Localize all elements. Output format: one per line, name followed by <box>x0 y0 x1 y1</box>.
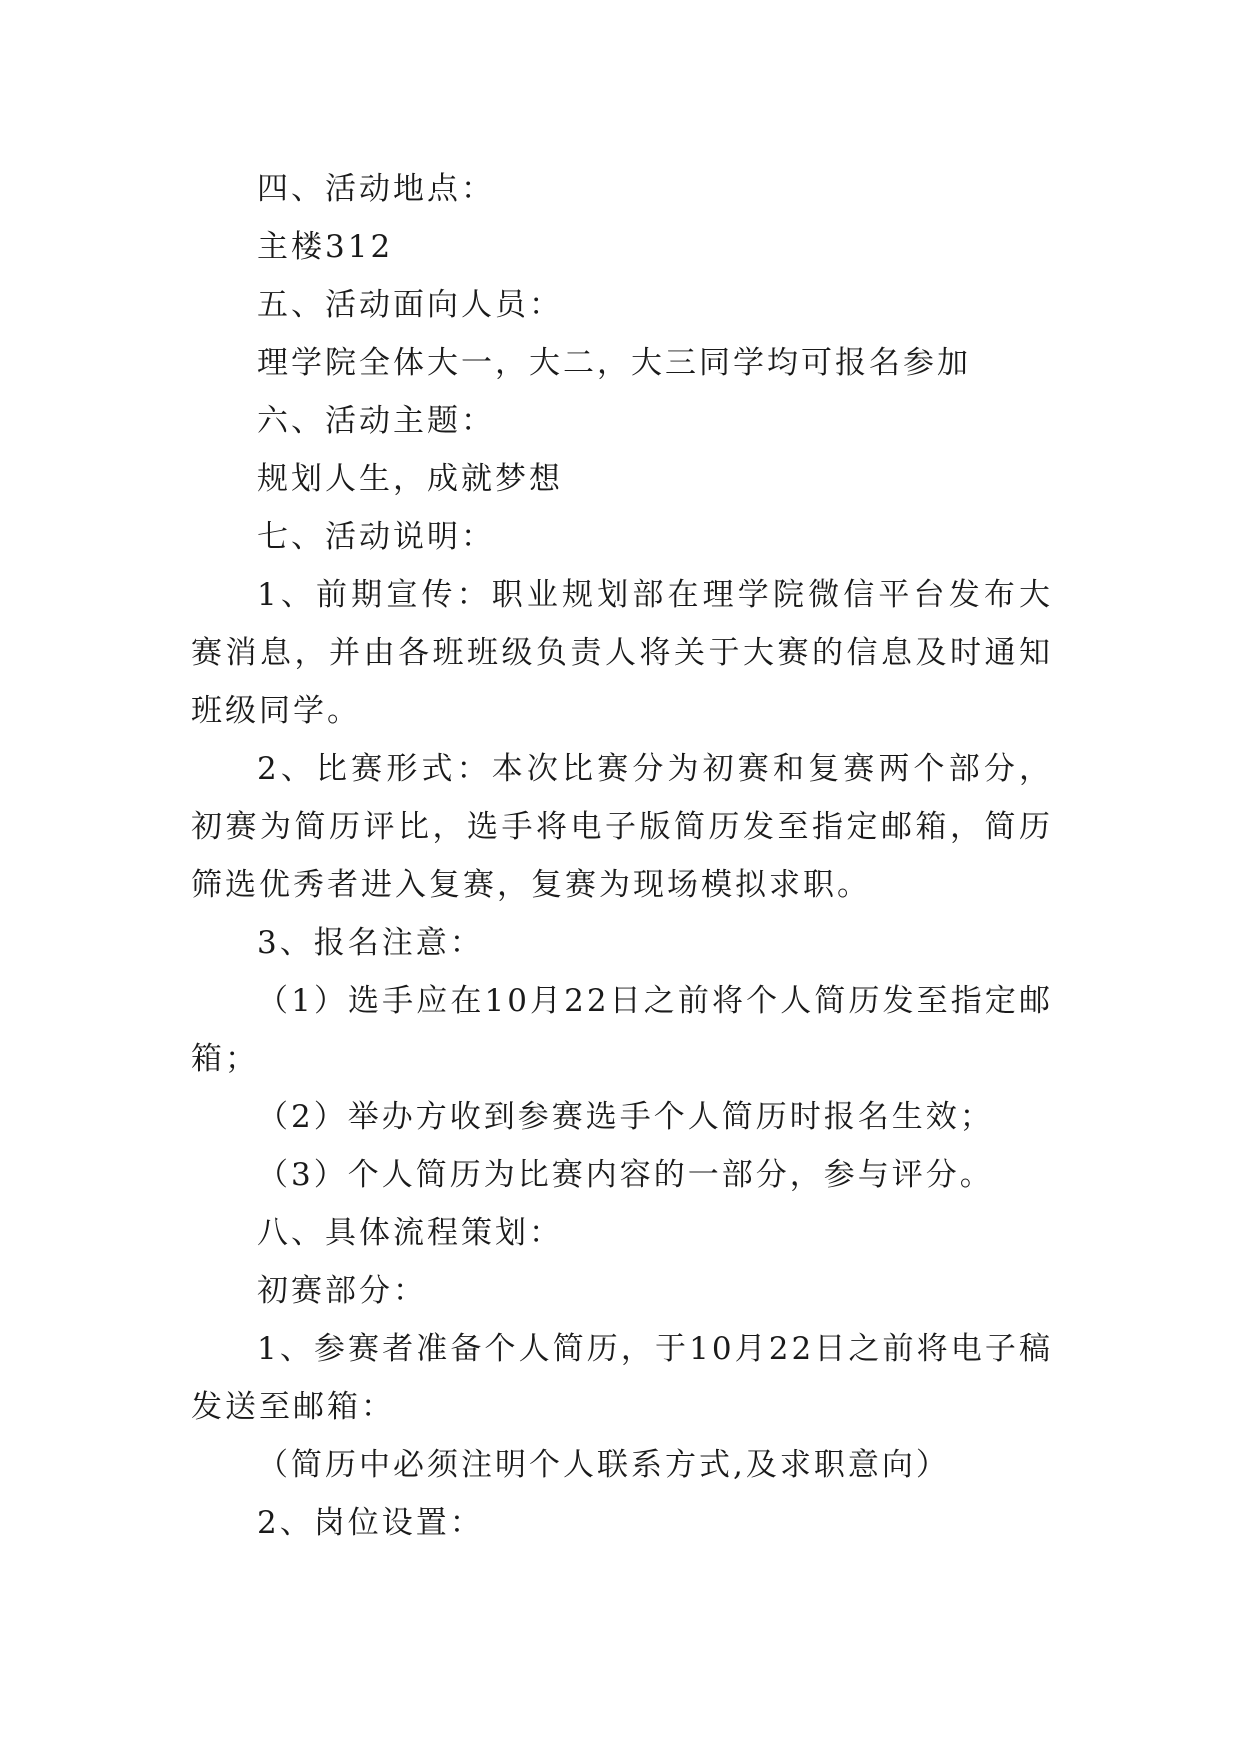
preliminary-step-1: 1、参赛者准备个人简历，于10月22日之前将电子稿发送至邮箱： <box>191 1331 1053 1425</box>
preliminary-step-2: 2、岗位设置： <box>257 1505 484 1541</box>
location-text: 主楼312 <box>257 229 394 265</box>
document-body <box>191 160 1053 1552</box>
theme-text: 规划人生，成就梦想 <box>257 461 563 497</box>
registration-note-3: （3）个人简历为比赛内容的一部分，参与评分。 <box>257 1157 994 1193</box>
description-item-format: 2、比赛形式：本次比赛分为初赛和复赛两个部分，初赛为简历评比，选手将电子版简历发至指定邮箱，简历筛选优秀者进入复赛，复赛为现场模拟求职。 <box>191 751 1053 903</box>
registration-note-1: （1）选手应在10月22日之前将个人简历发至指定邮箱； <box>191 983 1053 1077</box>
audience-text: 理学院全体大一，大二，大三同学均可报名参加 <box>257 345 971 381</box>
preliminary-step-1-note: （简历中必须注明个人联系方式,及求职意向） <box>257 1447 950 1483</box>
description-item-publicity: 1、前期宣传：职业规划部在理学院微信平台发布大赛消息，并由各班班级负责人将关于大赛的信息及时通知班级同学。 <box>191 577 1053 729</box>
section-heading-process: 八、具体流程策划： <box>257 1215 563 1251</box>
registration-note-2: （2）举办方收到参赛选手个人简历时报名生效； <box>257 1099 994 1135</box>
description-item-registration: 3、报名注意： <box>257 925 484 961</box>
section-heading-description: 七、活动说明： <box>257 519 495 555</box>
section-heading-location: 四、活动地点： <box>257 171 495 207</box>
section-heading-audience: 五、活动面向人员： <box>257 287 563 323</box>
subsection-heading-preliminary: 初赛部分： <box>257 1273 427 1309</box>
section-heading-theme: 六、活动主题： <box>257 403 495 439</box>
